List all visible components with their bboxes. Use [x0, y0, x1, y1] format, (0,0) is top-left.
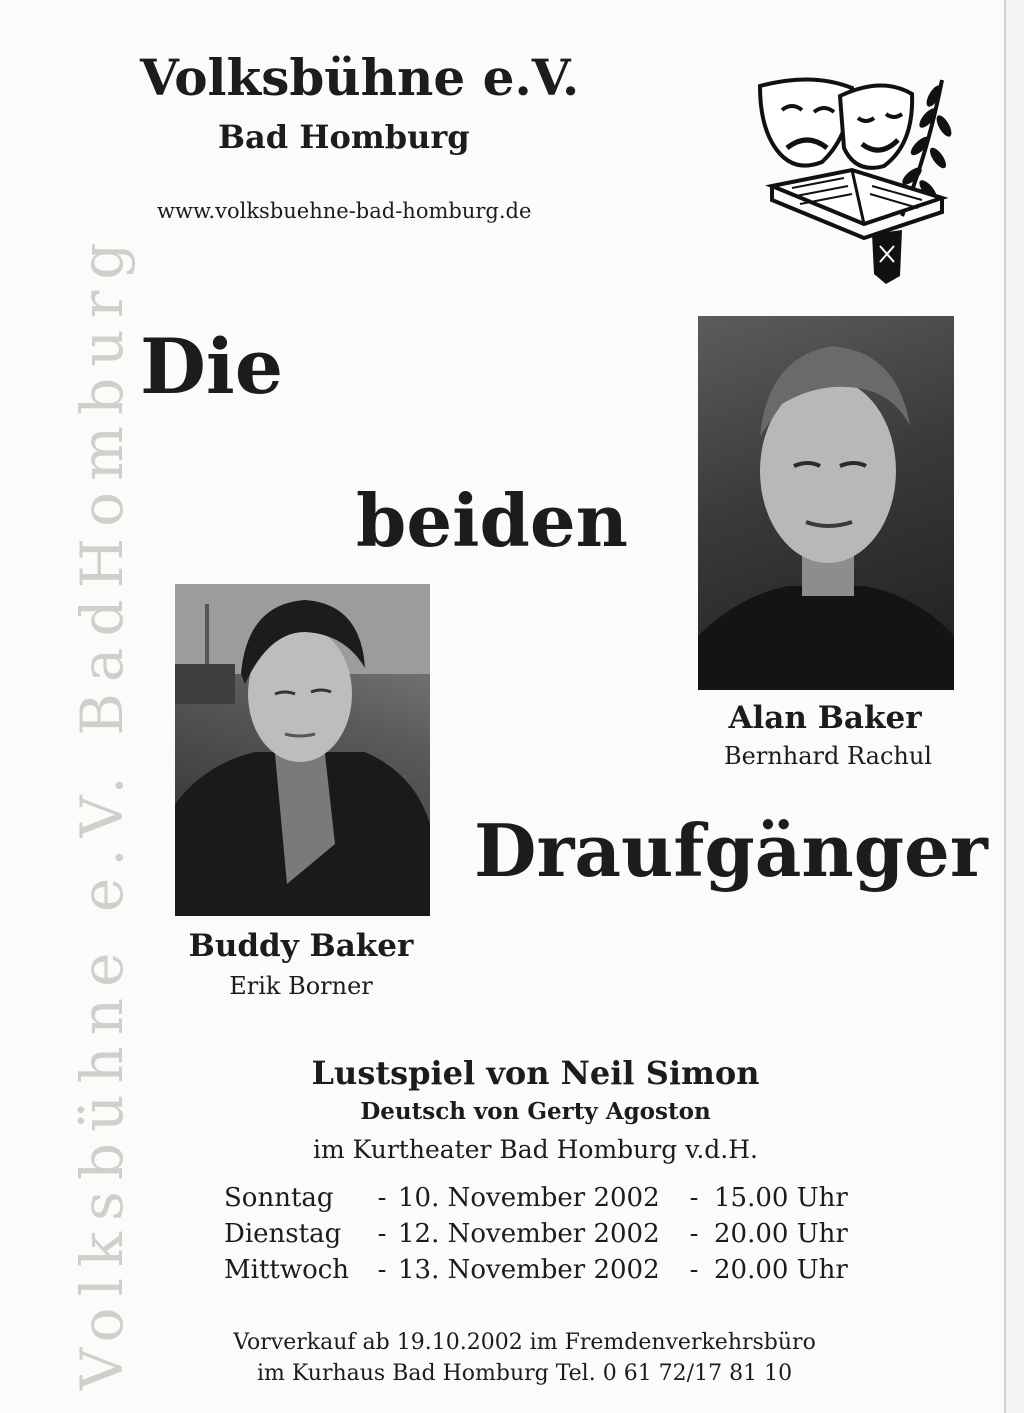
- character-name-alan: Alan Baker: [728, 700, 922, 736]
- buddy-baker-portrait-photo: [175, 584, 430, 916]
- title-line-1: Die: [140, 322, 284, 411]
- actor-name-buddy: Erik Borner: [229, 972, 373, 1000]
- performance-day: Mittwoch: [224, 1255, 350, 1285]
- performance-date: 13. November 2002: [398, 1255, 660, 1285]
- performance-time: 20.00 Uhr: [714, 1219, 848, 1249]
- separator-dash: -: [689, 1219, 699, 1249]
- theatre-masks-book-icon: [752, 66, 952, 286]
- organization-name: Volksbühne e.V.: [140, 48, 580, 107]
- separator-dash: -: [377, 1183, 387, 1213]
- separator-dash: -: [377, 1219, 387, 1249]
- separator-dash: -: [689, 1255, 699, 1285]
- translation-credit: Deutsch von Gerty Agoston: [360, 1098, 711, 1125]
- performance-date: 10. November 2002: [398, 1183, 660, 1213]
- performance-date: 12. November 2002: [398, 1219, 660, 1249]
- separator-dash: -: [377, 1255, 387, 1285]
- actor-name-alan: Bernhard Rachul: [724, 742, 932, 770]
- performance-day: Dienstag: [224, 1219, 342, 1249]
- performance-row: [224, 1255, 848, 1291]
- website-url[interactable]: www.volksbuehne-bad-homburg.de: [157, 199, 532, 223]
- performance-time: 15.00 Uhr: [714, 1183, 848, 1213]
- presale-info-line-2: im Kurhaus Bad Homburg Tel. 0 61 72/17 81 10: [256, 1361, 793, 1386]
- organization-city: Bad Homburg: [218, 118, 470, 156]
- title-line-3: Draufgänger: [474, 808, 988, 893]
- alan-baker-portrait-photo: [698, 316, 954, 690]
- presale-info-line-1: Vorverkauf ab 19.10.2002 im Fremdenverkehrsbüro: [233, 1330, 816, 1355]
- performance-time: 20.00 Uhr: [714, 1255, 848, 1285]
- performance-dates-table: [224, 1183, 848, 1291]
- performance-row: [224, 1219, 848, 1255]
- performance-row: [224, 1183, 848, 1219]
- vertical-watermark-text: Volksbühne e.V. BadHomburg: [68, 231, 136, 1390]
- separator-dash: -: [689, 1183, 699, 1213]
- title-line-2: beiden: [356, 478, 629, 563]
- play-genre-author: Lustspiel von Neil Simon: [311, 1054, 760, 1092]
- venue: im Kurtheater Bad Homburg v.d.H.: [312, 1135, 758, 1164]
- character-name-buddy: Buddy Baker: [188, 928, 414, 964]
- performance-day: Sonntag: [224, 1183, 334, 1213]
